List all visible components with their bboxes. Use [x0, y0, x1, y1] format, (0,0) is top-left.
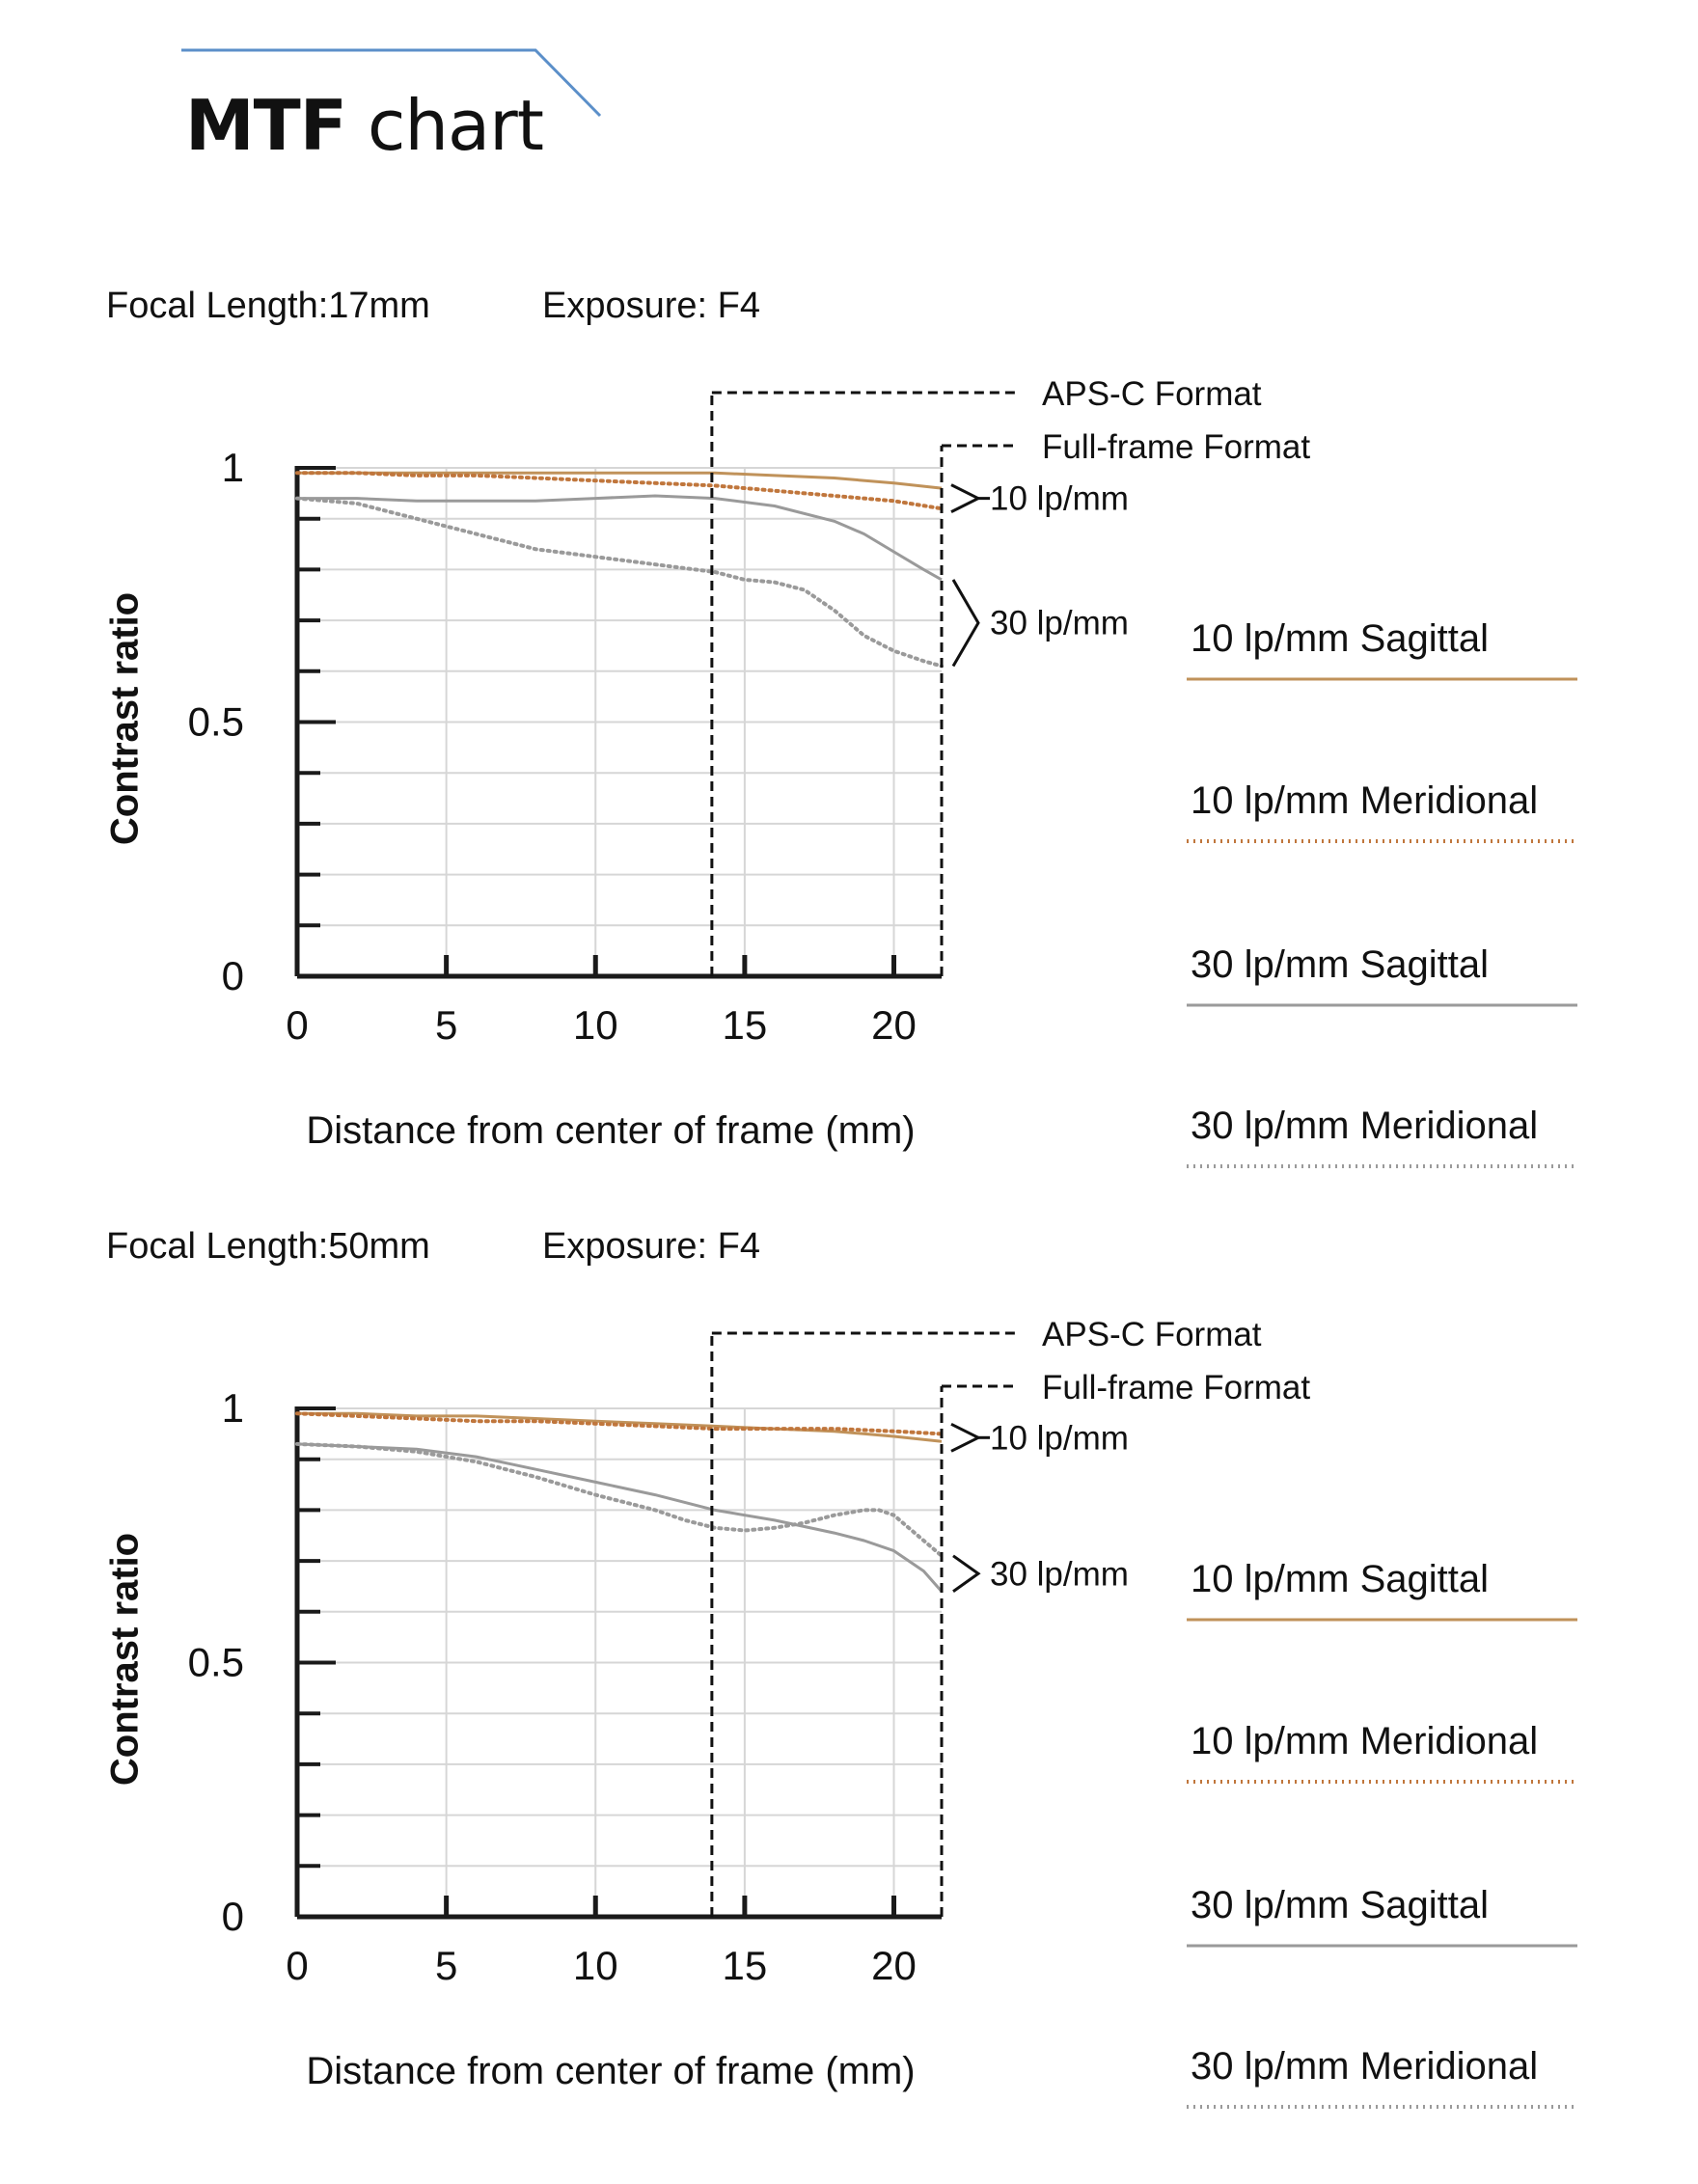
legend-swatch-dotted-gray [1187, 1160, 1582, 1172]
group-label-30: 30 lp/mm [990, 604, 1129, 642]
legend-swatch-solid-gold [1187, 1614, 1582, 1625]
x-tick-label: 15 [722, 1943, 768, 1988]
aps-c-label: APS-C Format [1042, 1316, 1262, 1353]
legend-label: 10 lp/mm Sagittal [1191, 1558, 1490, 1600]
legend-item-10-meridional [1187, 1720, 1582, 1836]
mtf-chart-17mm [0, 260, 1311, 1201]
aps-c-label: APS-C Format [1042, 375, 1262, 413]
series-line-10-lp-mm-meridional [297, 1413, 942, 1433]
legend [1187, 1558, 1582, 2088]
full-frame-label: Full-frame Format [1042, 1369, 1311, 1406]
legend-item-10-sagittal [1187, 1558, 1582, 1674]
legend-item-10-meridional [1187, 779, 1582, 895]
y-tick-label: 0.5 [187, 1639, 244, 1685]
series-line-30-lp-mm-meridional [297, 499, 942, 667]
callout-bracket-10 [951, 485, 978, 512]
legend-item-30-sagittal [1187, 1884, 1582, 2000]
page-title [185, 85, 543, 166]
x-tick-label: 20 [871, 1943, 917, 1988]
group-label-10: 10 lp/mm [990, 1419, 1129, 1458]
legend-swatch-dotted-orange [1187, 835, 1582, 847]
legend-label: 10 lp/mm Meridional [1191, 779, 1539, 822]
legend-label: 30 lp/mm Meridional [1191, 2045, 1539, 2088]
y-tick-label: 1 [221, 445, 244, 490]
mtf-chart-50mm [0, 1201, 1311, 2142]
legend-swatch-dotted-orange [1187, 1776, 1582, 1788]
mtf-panel-50mm [0, 1201, 1698, 2142]
legend-label: 10 lp/mm Sagittal [1191, 617, 1490, 660]
legend [1187, 617, 1582, 1147]
legend-item-30-meridional [1187, 2045, 1582, 2161]
x-tick-label: 20 [871, 1002, 917, 1048]
group-label-30: 30 lp/mm [990, 1555, 1129, 1594]
page-title-bold: MTF [185, 85, 346, 166]
x-tick-label: 0 [286, 1943, 309, 1988]
x-tick-label: 15 [722, 1002, 768, 1048]
group-label-10: 10 lp/mm [990, 479, 1129, 518]
exposure-label: Exposure: F4 [542, 286, 760, 326]
x-axis-label: Distance from center of frame (mm) [306, 1109, 916, 1152]
series-line-30-lp-mm-sagittal [297, 496, 942, 580]
x-axis-label: Distance from center of frame (mm) [306, 2050, 916, 2092]
legend-swatch-solid-gold [1187, 673, 1582, 685]
x-tick-label: 10 [572, 1002, 618, 1048]
exposure-label: Exposure: F4 [542, 1226, 760, 1267]
focal-length-label: Focal Length:17mm [106, 286, 430, 326]
y-tick-label: 0 [221, 953, 244, 998]
y-tick-label: 0.5 [187, 698, 244, 745]
y-axis-label: Contrast ratio [103, 1532, 147, 1787]
legend-label: 10 lp/mm Meridional [1191, 1720, 1539, 1762]
legend-label: 30 lp/mm Sagittal [1191, 943, 1490, 986]
legend-item-30-sagittal [1187, 943, 1582, 1059]
x-tick-label: 0 [286, 1002, 309, 1048]
mtf-panel-17mm [0, 260, 1698, 1201]
y-axis-label: Contrast ratio [103, 591, 147, 846]
series-line-30-lp-mm-meridional [297, 1444, 942, 1556]
full-frame-label: Full-frame Format [1042, 428, 1311, 466]
y-tick-label: 0 [221, 1894, 244, 1939]
x-tick-label: 5 [434, 1943, 458, 1988]
callout-bracket-30 [953, 580, 978, 667]
series-line-30-lp-mm-sagittal [297, 1444, 942, 1592]
legend-swatch-dotted-gray [1187, 2101, 1582, 2113]
x-tick-label: 5 [434, 1002, 458, 1048]
legend-swatch-solid-gray [1187, 999, 1582, 1011]
legend-item-10-sagittal [1187, 617, 1582, 733]
x-tick-label: 10 [572, 1943, 618, 1988]
legend-label: 30 lp/mm Sagittal [1191, 1884, 1490, 1926]
legend-label: 30 lp/mm Meridional [1191, 1105, 1539, 1147]
callout-bracket-30 [953, 1556, 978, 1592]
page-title-rest: chart [345, 85, 544, 166]
focal-length-label: Focal Length:50mm [106, 1226, 430, 1267]
legend-swatch-solid-gray [1187, 1940, 1582, 1952]
y-tick-label: 1 [221, 1385, 244, 1431]
callout-bracket-10 [951, 1424, 978, 1451]
